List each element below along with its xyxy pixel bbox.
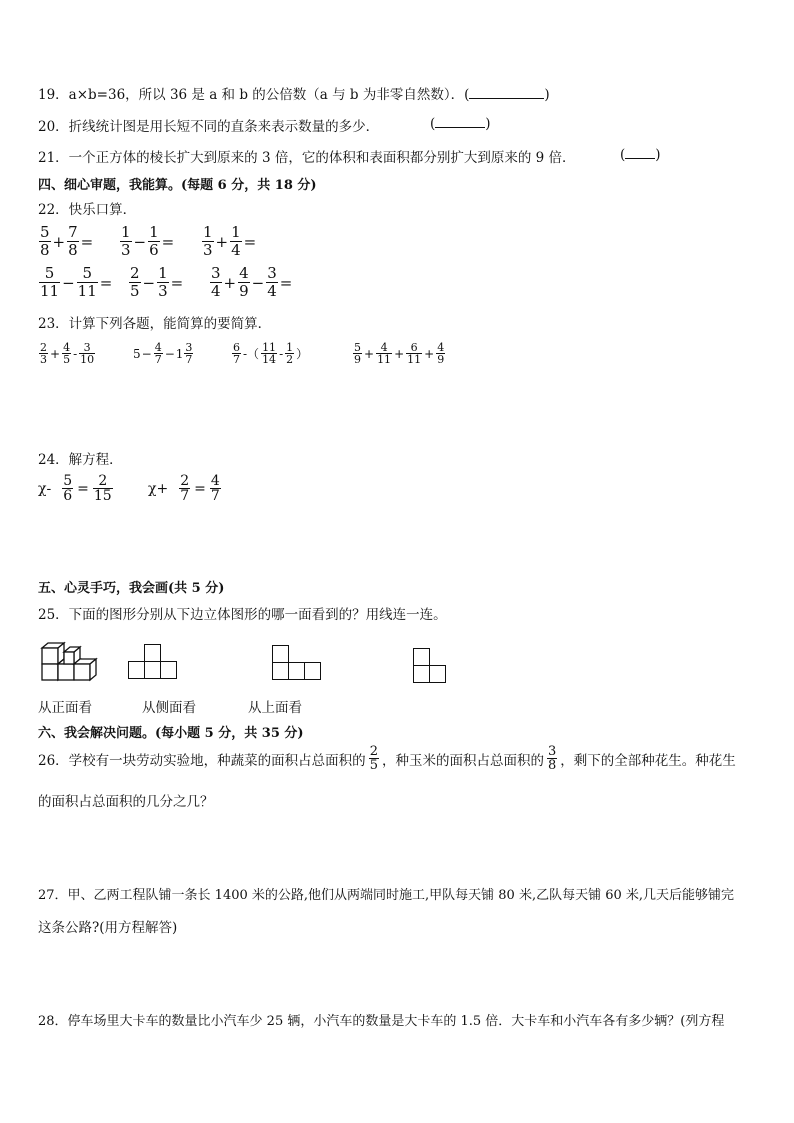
view-figure-3 — [413, 648, 447, 684]
fraction: $\frac{5}{8}$ — [40, 223, 50, 259]
q22-expr-4: $\frac{5}{11}$ − $\frac{5}{11}$ = — [40, 264, 113, 300]
fraction: $\frac{1}{3}$ — [203, 223, 213, 259]
q23-expr-3: $\frac{6}{7}$ -（ $\frac{11}{14}$ - $\frac{1}{2}$ ） — [233, 341, 309, 366]
q24-equation-2: χ+ $\frac{2}{7}$ = $\frac{4}{7}$ — [148, 473, 220, 504]
question-26-line-2: 的面积占总面积的几分之几？ — [38, 794, 214, 810]
view-label-top: 从上面看 — [248, 700, 302, 716]
q22-expr-6: $\frac{3}{4}$ + $\frac{4}{9}$ − $\frac{3}{4}$ = — [211, 264, 293, 300]
question-27-line-2: 这条公路?(用方程解答) — [38, 920, 178, 936]
solid-figure-drawing — [38, 640, 102, 682]
q20-text: 20．折线统计图是用长短不同的直条来表示数量的多少． — [38, 119, 380, 135]
question-20 — [38, 115, 379, 135]
fraction: $\frac{7}{8}$ — [68, 223, 78, 259]
fraction: $\frac{2}{5}$ — [130, 264, 140, 300]
fraction: $\frac{5}{11}$ — [77, 264, 97, 300]
solid-figure — [38, 640, 102, 682]
section-6-heading: 六、我会解决问题。(每小题 5 分，共 35 分) — [38, 726, 304, 741]
question-19: 19．a×b=36，所以 36 是 a 和 b 的公倍数（a 与 b 为非零自然数）．( ) — [38, 87, 550, 103]
question-26-line-1: 26．学校有一块劳动实验地，种蔬菜的面积占总面积的 $\frac{2}{5}$ ，种玉米的面积占总面积的 $\frac{3}{8}$ ，剩下的全部种花生。种花生 — [38, 744, 736, 773]
question-28-line-1: 28．停车场里大卡车的数量比小汽车少 25 辆，小汽车的数量是大卡车的 1.5 倍．大卡车和小汽车各有多少辆？(列方程 — [38, 1014, 725, 1029]
answer-blank[interactable] — [435, 115, 485, 128]
q23-expr-2: 5 − $\frac{4}{7}$ − 1 $\frac{3}{7}$ — [133, 341, 193, 366]
q21-answer-paren: ( ) — [620, 147, 661, 163]
question-21 — [38, 146, 576, 166]
question-25-title: 25．下面的图形分别从下边立体图形的哪一面看到的？用线连一连。 — [38, 607, 447, 623]
q23-expr-4: $\frac{5}{9}$ + $\frac{4}{11}$ + $\frac{6}{11}$ + $\frac{4}{9}$ — [354, 341, 445, 366]
q21-text: 21．一个正方体的棱长扩大到原来的 3 倍，它的体积和表面积都分别扩大到原来的 9 倍． — [38, 150, 576, 166]
answer-blank[interactable] — [469, 86, 544, 99]
question-22-title: 22．快乐口算． — [38, 202, 137, 218]
answer-blank[interactable] — [625, 146, 655, 159]
q22-expr-3: $\frac{1}{3}$ + $\frac{1}{4}$ = — [203, 223, 257, 259]
view-label-front: 从正面看 — [38, 700, 92, 716]
fraction: $\frac{4}{9}$ — [239, 264, 249, 300]
question-24-title: 24．解方程． — [38, 452, 123, 468]
question-27-line-1: 27．甲、乙两工程队铺一条长 1400 米的公路,他们从两端同时施工,甲队每天铺 80 米,乙队每天铺 60 米,几天后能够铺完 — [38, 888, 735, 903]
q20-answer-paren: ( ) — [430, 116, 491, 132]
view-label-side: 从侧面看 — [142, 700, 196, 716]
fraction: $\frac{3}{4}$ — [211, 264, 221, 300]
q22-expr-1: $\frac{5}{8}$ + $\frac{7}{8}$ = — [40, 223, 94, 259]
q19-text: 19．a×b=36，所以 36 是 a 和 b 的公倍数（a 与 b 为非零自然数）．( — [38, 87, 470, 103]
fraction: $\frac{1}{3}$ — [121, 223, 131, 259]
fraction: $\frac{1}{6}$ — [149, 223, 159, 259]
q22-expr-2: $\frac{1}{3}$ − $\frac{1}{6}$ = — [121, 223, 175, 259]
fraction: $\frac{5}{11}$ — [40, 264, 60, 300]
q23-expr-1: $\frac{2}{3}$ + $\frac{4}{5}$ - $\frac{3}{10}$ — [40, 341, 95, 366]
q24-equation-1: χ- $\frac{5}{6}$ = $\frac{2}{15}$ — [38, 473, 112, 504]
view-figure-1 — [128, 644, 176, 680]
fraction: $\frac{3}{4}$ — [267, 264, 277, 300]
fraction: $\frac{1}{3}$ — [158, 264, 168, 300]
view-figure-2 — [272, 645, 320, 681]
q22-expr-5: $\frac{2}{5}$ − $\frac{1}{3}$ = — [130, 264, 184, 300]
section-4-heading: 四、细心审题，我能算。(每题 6 分，共 18 分) — [38, 178, 317, 193]
fraction: $\frac{1}{4}$ — [231, 223, 241, 259]
section-5-heading: 五、心灵手巧，我会画(共 5 分) — [38, 581, 225, 596]
question-23-title: 23．计算下列各题，能简算的要简算． — [38, 316, 272, 332]
